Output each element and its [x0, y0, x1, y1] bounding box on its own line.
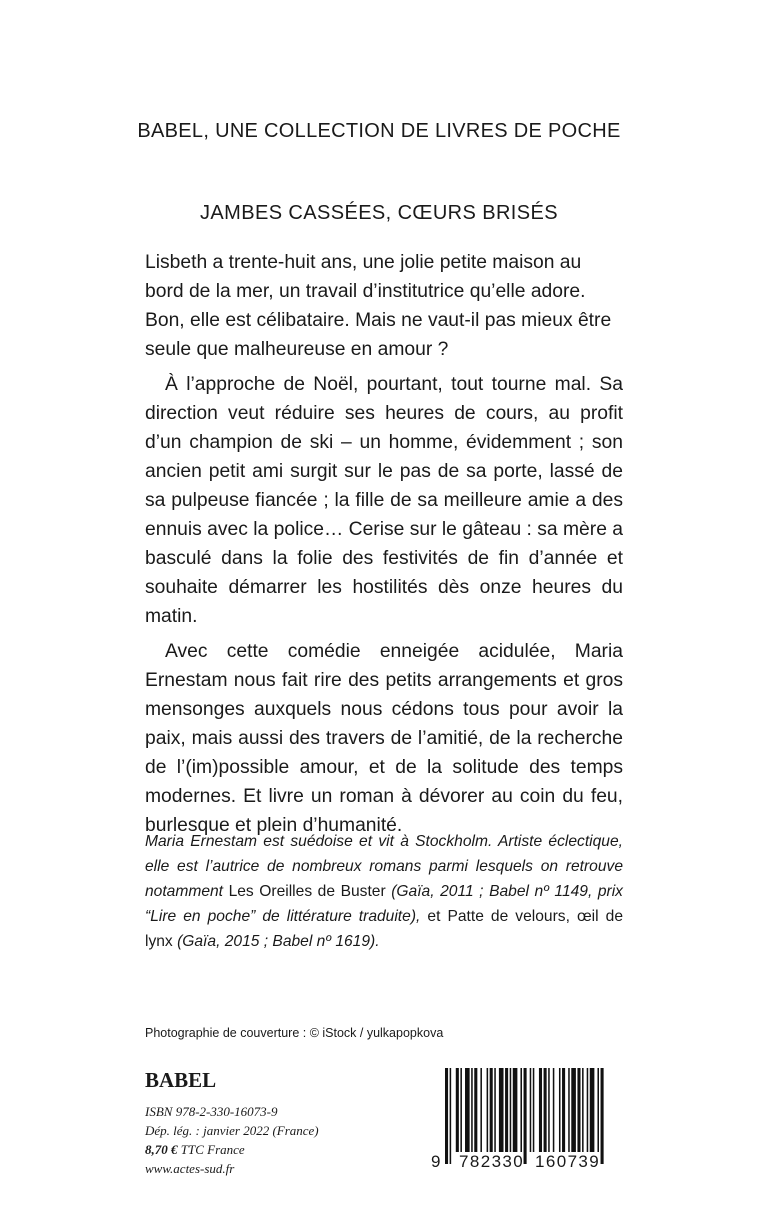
- barcode-bar: [487, 1068, 489, 1152]
- barcode-bar: [571, 1068, 576, 1152]
- photo-credit: Photographie de couverture : © iStock / yulkapopkova: [145, 1026, 444, 1040]
- barcode-bar: [471, 1068, 473, 1152]
- bio-text-1: Maria Ernestam est suédoise et vit à Stockholm. Artiste éclectique, elle est l’autrice de nombreux romans parmi lesquels on retrouve notamment: [145, 833, 623, 900]
- barcode-bar: [577, 1068, 580, 1152]
- publisher-brand: BABEL: [145, 1068, 217, 1092]
- isbn-barcode: [429, 1066, 625, 1172]
- legal-deposit-line: Dép. lég. : janvier 2022 (France): [145, 1123, 319, 1138]
- barcode-lead-digit: 9: [431, 1152, 442, 1171]
- barcode-bar: [513, 1068, 518, 1152]
- barcode-bar: [474, 1068, 477, 1152]
- collection-header: BABEL, UNE COLLECTION DE LIVRES DE POCHE: [137, 120, 621, 142]
- bio-book-title-1: Les Oreilles de Buster: [228, 883, 386, 900]
- barcode-bar: [499, 1068, 504, 1152]
- blurb-paragraph-3: Avec cette comédie enneigée acidulée, Maria Ernestam nous fait rire des petits arrangements et gros mensonges auxquels nous cédons tous pour avoir la paix, mais aussi des travers de l’amitié, de la recherche de l’(im)possible amour, et de la solitude des temps modernes. Et livre un roman à dévorer au coin du feu, burlesque et plein d’humanité.: [145, 641, 623, 836]
- barcode-right-group: 160739: [535, 1152, 601, 1171]
- bio-text-3: (Gaïa, 2015 ; Babel nº 1619).: [172, 933, 380, 950]
- barcode-bar: [568, 1068, 570, 1152]
- barcode-bar: [450, 1068, 452, 1164]
- barcode-bar: [559, 1068, 561, 1152]
- barcode-bar: [539, 1068, 542, 1152]
- barcode-bar: [533, 1068, 535, 1152]
- barcode-bar: [490, 1068, 493, 1152]
- barcode-bar: [520, 1068, 522, 1152]
- barcode-left-group: 782330: [459, 1152, 525, 1171]
- barcode-bar: [465, 1068, 470, 1152]
- barcode-bar: [530, 1068, 532, 1152]
- barcode-bar: [597, 1068, 599, 1152]
- barcode-bar: [494, 1068, 496, 1152]
- blurb-text: [145, 248, 623, 840]
- book-title: JAMBES CASSÉES, CŒURS BRISÉS: [200, 202, 558, 224]
- barcode-bar: [587, 1068, 589, 1152]
- barcode-bar: [510, 1068, 512, 1152]
- barcode-bar: [553, 1068, 555, 1152]
- isbn-line: ISBN 978-2-330-16073-9: [145, 1104, 278, 1119]
- barcode-bar: [505, 1068, 508, 1152]
- barcode-bar: [562, 1068, 565, 1152]
- barcode-bar: [456, 1068, 459, 1152]
- barcode-digits: [429, 1152, 625, 1172]
- blurb-paragraph-1: Lisbeth a trente-huit ans, une jolie petite maison au bord de la mer, un travail d’institutrice qu’elle adore. Bon, elle est célibataire. Mais ne vaut-il pas mieux être seule que malheureuse en amour ?: [145, 252, 612, 360]
- price-line: [145, 1140, 405, 1159]
- blurb-paragraph-2: À l’approche de Noël, pourtant, tout tourne mal. Sa direction veut réduire ses heures de cours, au profit d’un champion de ski – un homme, évidemment ; son ancien petit ami surgit sur le pas de sa porte, lassé de sa pulpeuse fiancée ; la fille de sa meilleure amie a des ennuis avec la police… Cerise sur le gâteau : sa mère a basculé dans la folie des festivités de fin d’année et souhaite démarrer les hostilités dès onze heures du matin.: [145, 374, 623, 627]
- barcode-bar: [445, 1068, 448, 1164]
- barcode-bar: [480, 1068, 482, 1152]
- bio-book-title-2: Patte de velours, œil de lynx: [145, 908, 623, 950]
- barcode-bar: [524, 1068, 527, 1164]
- price-suffix: TTC France: [177, 1142, 245, 1157]
- price-value: 8,70 €: [145, 1142, 178, 1157]
- barcode-bar: [460, 1068, 462, 1152]
- publication-info: [145, 1102, 405, 1178]
- barcode-bar: [590, 1068, 595, 1152]
- bio-text-2: (Gaïa, 2011 ; Babel nº 1149, prix “Lire en poche” de littérature traduite),: [145, 883, 623, 925]
- website-line: www.actes-sud.fr: [145, 1161, 235, 1176]
- barcode-bar: [548, 1068, 550, 1152]
- barcode-bar: [601, 1068, 604, 1164]
- barcode-bar: [582, 1068, 584, 1152]
- barcode-bars: [429, 1066, 625, 1166]
- bio-text-et: et: [427, 908, 448, 925]
- barcode-bar: [544, 1068, 547, 1152]
- author-bio: [145, 829, 623, 954]
